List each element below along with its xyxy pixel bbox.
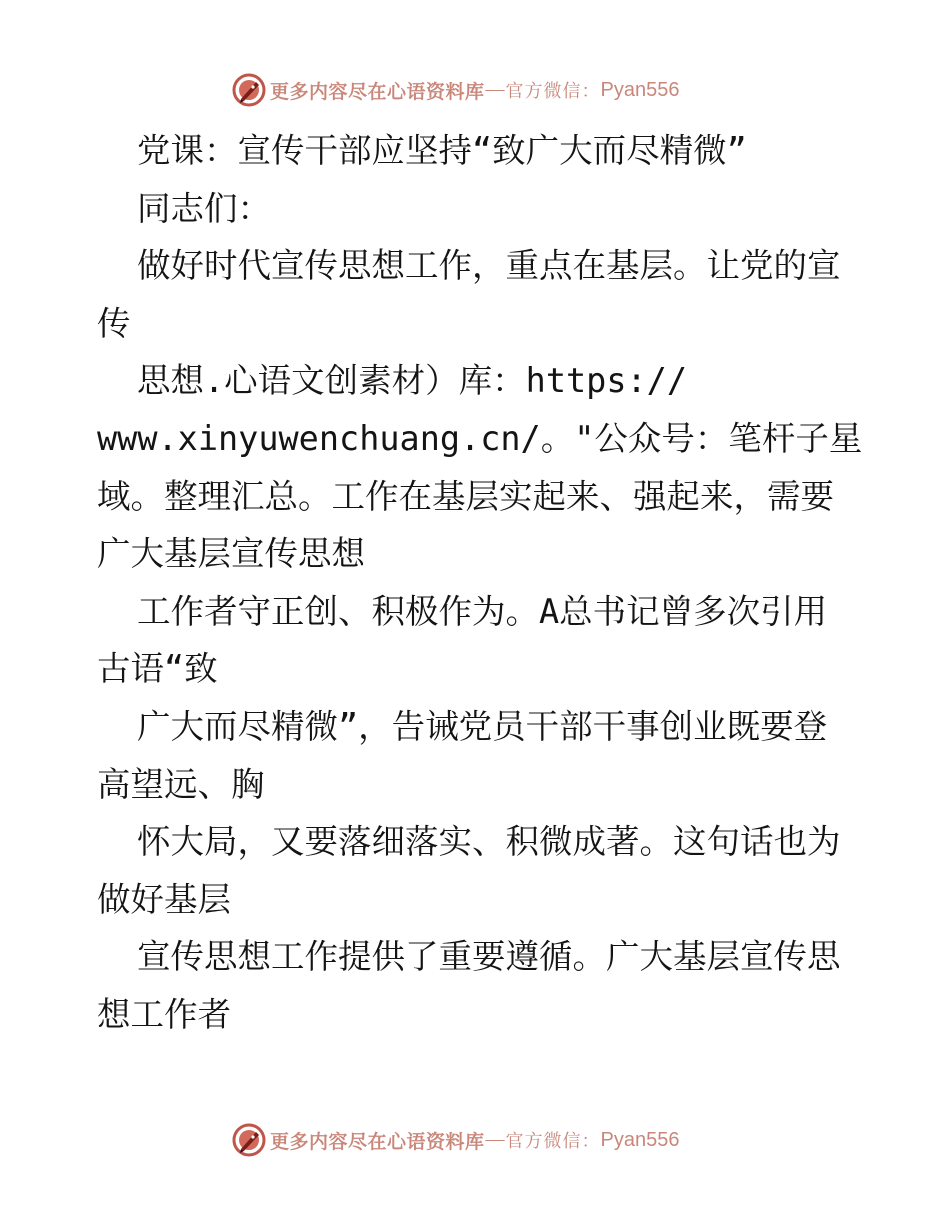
body-line: 古语“致 [97, 649, 218, 689]
body-line: 怀大局，又要落细落实、积微成著。这句话也为 [137, 822, 841, 862]
body-line: 思想.心语文创素材）库：https:// [137, 361, 688, 401]
watermark-title: 更多内容尽在心语资料库 [270, 1130, 485, 1153]
watermark-wechat-label: 官方微信： [505, 81, 601, 102]
pen-logo-icon [232, 73, 266, 107]
watermark-footer [232, 1122, 752, 1158]
watermark-wechat-id: Pyan556 [600, 78, 680, 101]
watermark-wechat-id: Pyan556 [600, 1128, 680, 1151]
document-title: 党课：宣传干部应坚持“致广大而尽精微” [137, 131, 747, 170]
watermark-header [232, 72, 752, 108]
body-line: 广大而尽精微”，告诫党员干部干事创业既要登 [137, 706, 828, 746]
body-line: 做好时代宣传思想工作，重点在基层。让党的宣 [137, 246, 841, 286]
body-line: 高望远、胸 [97, 764, 265, 804]
body-line: 做好基层 [97, 879, 231, 919]
watermark-wechat-label: 官方微信： [505, 1131, 601, 1152]
pen-logo-icon [232, 1123, 266, 1157]
watermark-separator: — [485, 79, 505, 100]
body-line: 传 [97, 303, 131, 343]
salutation: 同志们： [137, 188, 271, 228]
watermark-separator: — [485, 1129, 505, 1150]
body-line: www.xinyuwenchuang.cn/。"公众号：笔杆子星 [97, 418, 863, 458]
document-body [97, 122, 863, 1044]
body-line: 工作者守正创、积极作为。A总书记曾多次引用 [137, 591, 828, 631]
body-line: 域。整理汇总。工作在基层实起来、强起来，需要 [97, 476, 834, 516]
watermark-title: 更多内容尽在心语资料库 [270, 80, 485, 103]
body-line: 宣传思想工作提供了重要遵循。广大基层宣传思 [137, 937, 841, 977]
body-line: 想工作者 [97, 994, 231, 1034]
body-line: 广大基层宣传思想 [97, 534, 365, 574]
